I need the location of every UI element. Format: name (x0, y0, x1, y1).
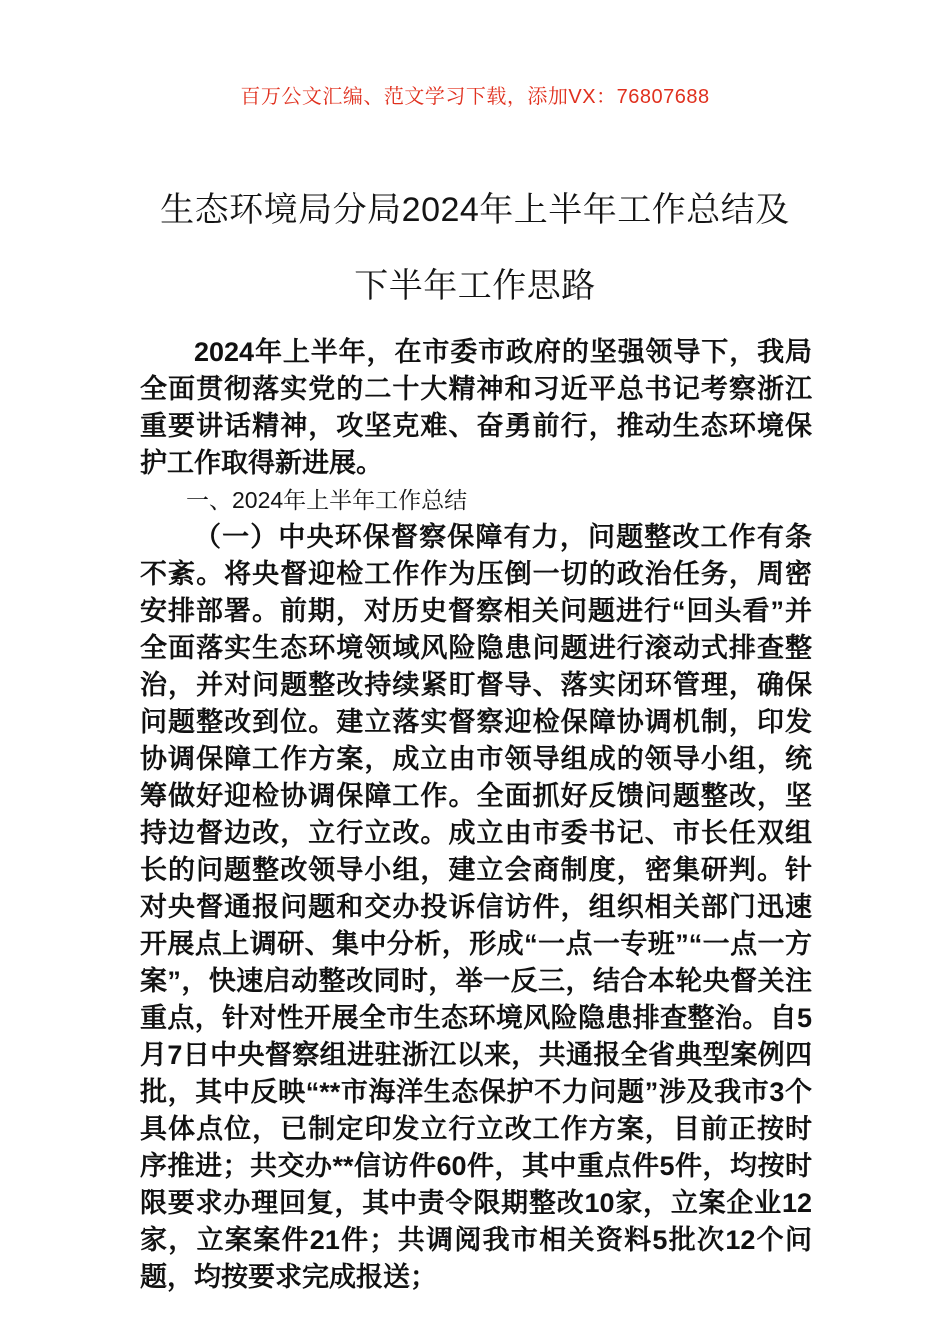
document-body (140, 334, 812, 1296)
page-title-line-1: 生态环境局分局2024年上半年工作总结及 (160, 191, 790, 229)
page-title-line-2: 下半年工作思路 (354, 267, 596, 305)
subsection-paragraph-1-1: （一）中央环保督察保障有力，问题整改工作有条不紊。将央督迎检工作作为压倒一切的政治任务，周密安排部署。前期，对历史督察相关问题进行“回头看”并全面落实生态环境领域风险隐患问题进行滚动式排查整治，并对问题整改持续紧盯督导、落实闭环管理，确保问题整改到位。建立落实督察迎检保障协调机制，印发协调保障工作方案，成立由市领导组成的领导小组，统筹做好迎检协调保障工作。全面抓好反馈问题整改，坚持边督边改，立行立改。成立由市委书记、市长任双组长的问题整改领导小组，建立会商制度，密集研判。针对央督通报问题和交办投诉信访件，组织相关部门迅速开展点上调研、集中分析，形成“一点一专班”“一点一方案”，快速启动整改同时，举一反三，结合本轮央督关注重点，针对性开展全市生态环境风险隐患排查整治。自5月7日中央督察组进驻浙江以来，共通报全省典型案例四批，其中反映“**市海洋生态保护不力问题”涉及我市3个具体点位，已制定印发立行立改工作方案，目前正按时序推进；共交办**信访件60件，其中重点件5件，均按时限要求办理回复，其中责令限期整改10家，立案企业12家，立案案件21件；共调阅我市相关资料5批次12个问题，均按要求完成报送； (140, 522, 812, 1292)
promo-watermark-header: 百万公文汇编、范文学习下载，添加VX：76807688 (240, 86, 710, 108)
page-title (140, 172, 810, 324)
section-heading-1: 一、2024年上半年工作总结 (186, 487, 468, 513)
intro-paragraph: 2024年上半年，在市委市政府的坚强领导下，我局全面贯彻落实党的二十大精神和习近平总书记考察浙江重要讲话精神，攻坚克难、奋勇前行，推动生态环境保护工作取得新进展。 (140, 337, 812, 478)
